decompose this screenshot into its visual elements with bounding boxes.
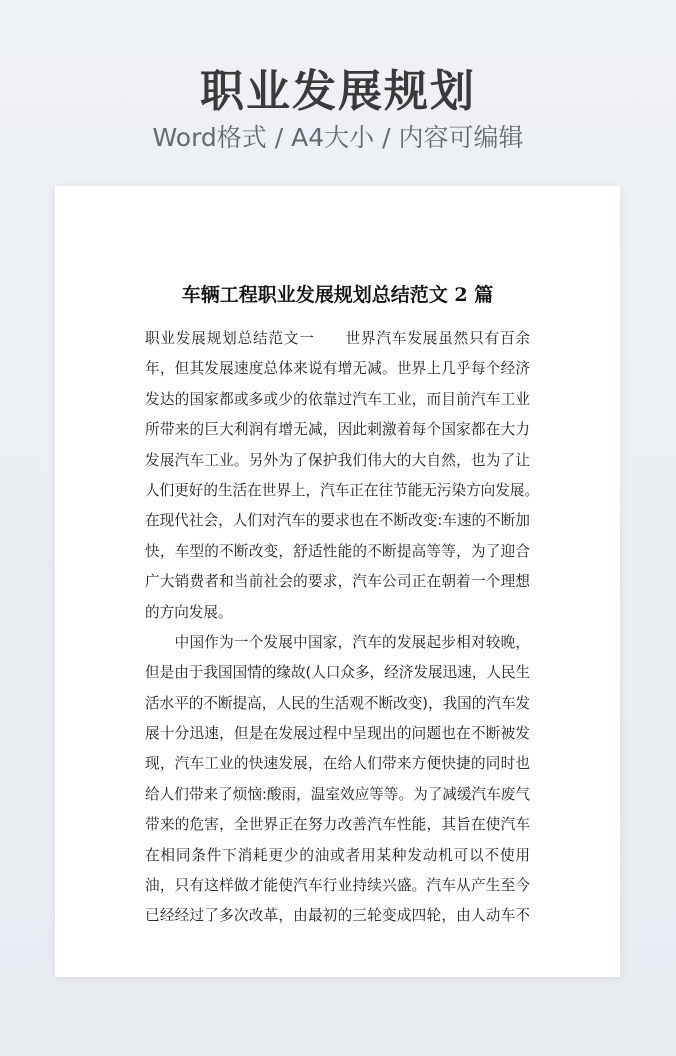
body-line: 发展汽车工业。另外为了保护我们伟大的大自然，也为了让 xyxy=(145,451,530,469)
body-line: 现，汽车工业的快速发展，在给人们带来方便快捷的同时也 xyxy=(145,755,530,773)
body-line: 年，但其发展速度总体来说有增无减。世界上几乎每个经济 xyxy=(145,360,530,378)
body-line: 活水平的不断提高，人民的生活观不断改变)，我国的汽车发 xyxy=(145,694,531,712)
body-line: 在现代社会，人们对汽车的要求也在不断改变:车速的不断加 xyxy=(145,512,530,530)
body-line: 在相同条件下消耗更少的油或者用某种发动机可以不使用 xyxy=(145,846,530,864)
body-line: 中国作为一个发展中国家，汽车的发展起步相对较晚， xyxy=(145,633,530,651)
body-line: 的方向发展。 xyxy=(145,603,233,621)
body-line: 油，只有这样做才能使汽车行业持续兴盛。汽车从产生至今 xyxy=(145,877,530,895)
body-line: 已经经过了多次改革，由最初的三轮变成四轮，由人动车不 xyxy=(145,907,530,925)
body-line: 快，车型的不断改变，舒适性能的不断提高等等，为了迎合 xyxy=(145,542,530,560)
body-line: 人们更好的生活在世界上，汽车正在往节能无污染方向发展。 xyxy=(145,481,540,499)
document-page xyxy=(55,186,620,977)
body-line: 所带来的巨大利润有增无减，因此刺激着每个国家都在大力 xyxy=(145,421,530,439)
body-line: 给人们带来了烦恼:酸雨，温室效应等等。为了减缓汽车废气 xyxy=(145,785,530,803)
banner-subtitle: Word格式 / A4大小 / 内容可编辑 xyxy=(152,123,524,152)
body-line: 发达的国家都或多或少的依靠过汽车工业，而目前汽车工业 xyxy=(145,390,530,408)
document-title: 车辆工程职业发展规划总结范文 2 篇 xyxy=(181,284,494,306)
document-body xyxy=(145,324,540,932)
body-line: 带来的危害，全世界正在努力改善汽车性能，其旨在使汽车 xyxy=(145,816,530,834)
banner-title: 职业发展规划 xyxy=(200,66,476,117)
body-line: 展十分迅速，但是在发展过程中呈现出的问题也在不断被发 xyxy=(145,725,530,743)
body-line: 职业发展规划总结范文一 世界汽车发展虽然只有百余 xyxy=(145,330,530,347)
body-line: 广大销费者和当前社会的要求，汽车公司正在朝着一个理想 xyxy=(145,573,530,591)
body-line: 但是由于我国国情的缘故(人口众多，经济发展迅速，人民生 xyxy=(145,664,531,682)
